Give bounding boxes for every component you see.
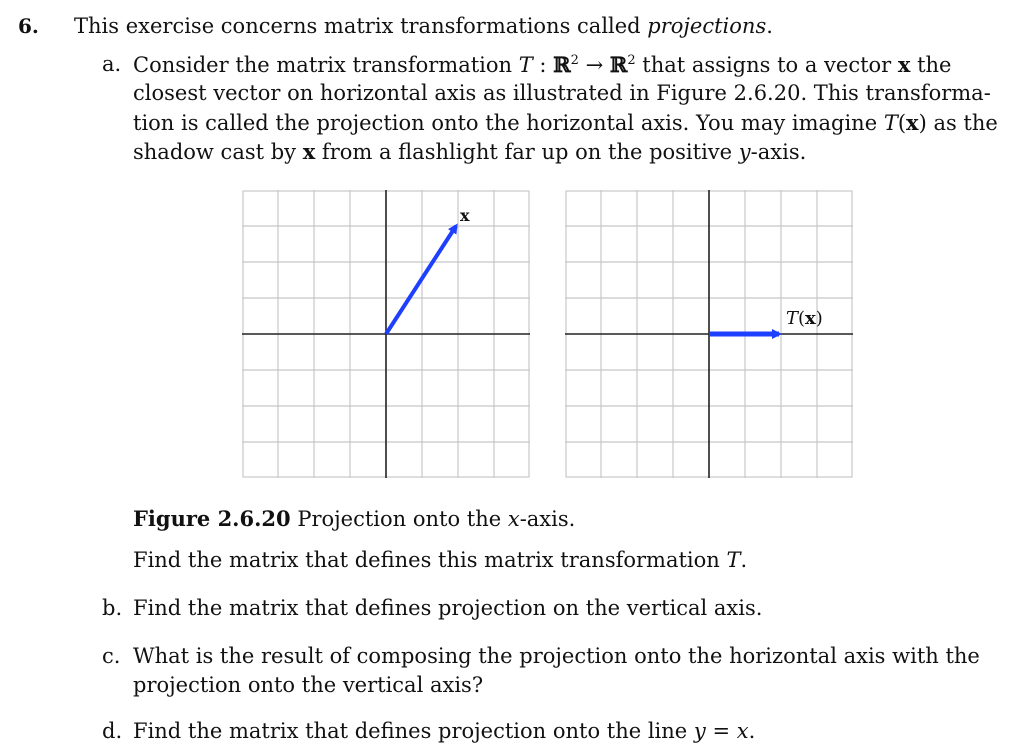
intro-text: This exercise concerns matrix transformations called bbox=[74, 14, 648, 38]
part-a-label: a. bbox=[102, 52, 122, 76]
part-a-line-3: tion is called the projection onto the horizontal axis. You may imagine T(x) as the bbox=[133, 110, 998, 135]
part-b-text: Find the matrix that defines projection on the vertical axis. bbox=[133, 596, 763, 620]
part-a-line-2: closest vector on horizontal axis as illustrated in Figure 2.6.20. This transforma- bbox=[133, 81, 991, 105]
part-d-text: Find the matrix that defines projection onto the line y = x. bbox=[133, 719, 756, 743]
exercise-number: 6. bbox=[18, 14, 39, 38]
intro-emphasis: projections bbox=[647, 14, 767, 38]
part-c-label: c. bbox=[102, 644, 121, 668]
figure-left-vector-x bbox=[242, 190, 530, 478]
find-matrix-a: Find the matrix that defines this matrix transformation T. bbox=[133, 548, 748, 572]
vector-Tx-label: T(x) bbox=[786, 308, 823, 329]
part-a-line-4: shadow cast by x from a flashlight far up on the positive y-axis. bbox=[133, 139, 807, 164]
figure-right-projection bbox=[565, 190, 853, 478]
part-d-label: d. bbox=[102, 719, 123, 743]
part-c-line-2: projection onto the vertical axis? bbox=[133, 673, 484, 697]
part-a-line-1: Consider the matrix transformation T : ℝ$^2$ → ℝ$^2$ that assigns to a vector x the bbox=[133, 52, 952, 77]
vector-x-arrow bbox=[386, 226, 456, 334]
exercise-intro bbox=[74, 14, 773, 38]
vector-x-label: x bbox=[460, 206, 470, 225]
figure-caption: Figure 2.6.20 Projection onto the x-axis. bbox=[133, 506, 576, 531]
part-b-label: b. bbox=[102, 596, 123, 620]
intro-period: . bbox=[766, 14, 773, 38]
part-c-line-1: What is the result of composing the projection onto the horizontal axis with the bbox=[133, 644, 980, 668]
